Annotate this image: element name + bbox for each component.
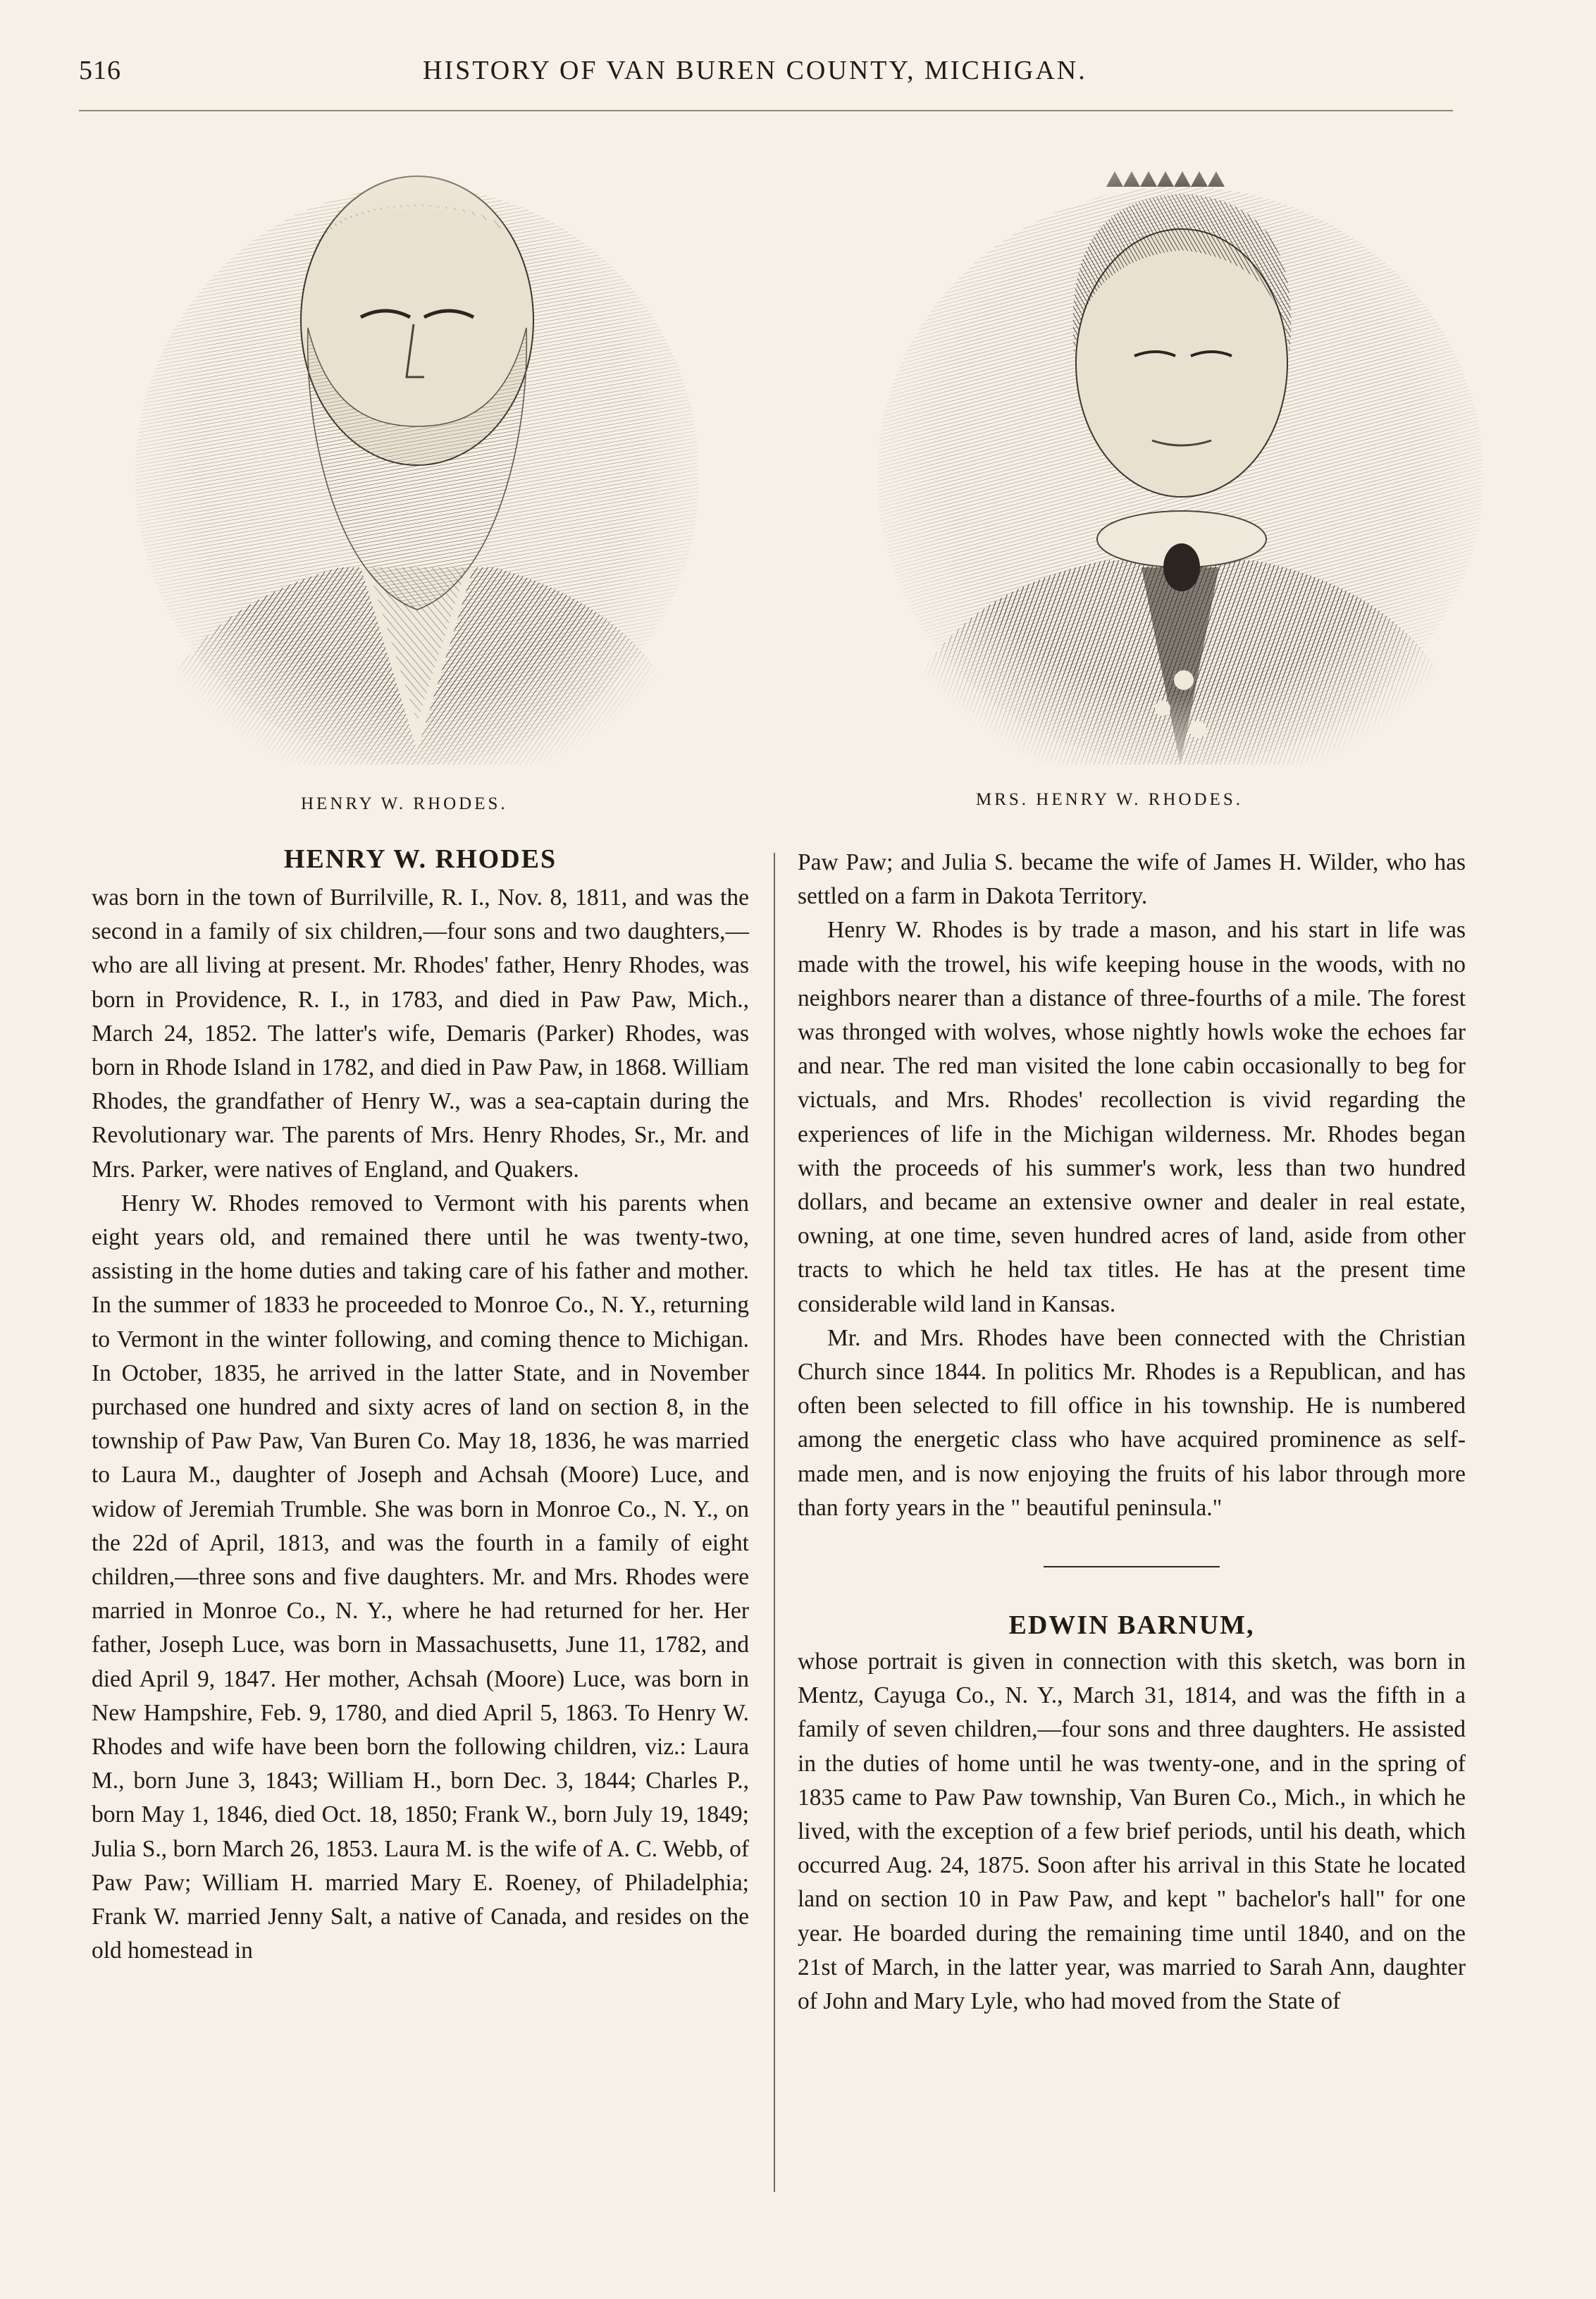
header-rule (79, 110, 1453, 111)
paragraph: Henry W. Rhodes removed to Vermont with his parents when eight years old, and remained there until he was twenty-two, assisting in the home duties and taking care of his father and mother. In the summer of 1833 he proceeded to Monroe Co., N. Y., returning to Vermont in the winter following, and coming thence to Michigan. In October, 1835, he arrived in the latter State, and in November purchased one hundred and sixty acres of land on section 8, in the township of Paw Paw, Van Buren Co. May 18, 1836, he was married to Laura M., daughter of Joseph and Achsah (Moore) Luce, and widow of Jeremiah Trumble. She was born in Monroe Co., N. Y., on the 22d of April, 1813, and was the fourth in a family of eight children,—three sons and five daughters. Mr. and Mrs. Rhodes were married in Monroe Co., N. Y., where he had returned for her. Her father, Joseph Luce, was born in Massachusetts, June 11, 1782, and died April 9, 1847. Her mother, Achsah (Moore) Luce, was born in New Hampshire, Feb. 9, 1780, and died April 5, 1863. To Henry W. Rhodes and wife have been born the following children, viz.: Laura M., born June 3, 1843; William H., born Dec. 3, 1844; Charles P., born May 1, 1846, died Oct. 18, 1850; Frank W., born July 19, 1849; Julia S., born March 26, 1853. Laura M. is the wife of A. C. Webb, of Paw Paw; William H. married Mary E. Roeney, of Philadelphia; Frank W. married Jenny Salt, a native of Canada, and resides on the old homestead in (92, 1190, 749, 1964)
caption-mrs-henry-rhodes: MRS. HENRY W. RHODES. (976, 790, 1243, 809)
paragraph: Henry W. Rhodes is by trade a mason, and his start in life was made with the trowel, his wife keeping house in the woods, with no neighbors nearer than a distance of three-fourths of a mile. The forest was thronged with wolves, whose nightly howls woke the echoes far and near. The red man visited the lone cabin occasionally to beg for victuals, and Mrs. Rhodes' recollection is vivid regarding the experiences of life in the Michigan wilderness. Mr. Rhodes began with the proceeds of his summer's work, less than two hundred dollars, and became an extensive owner and dealer in real estate, owning, at one time, seven hundred acres of land, aside from other tracts to which he held tax titles. He has at the present time considerable wild land in Kansas. (798, 917, 1466, 1317)
section-divider (1044, 1566, 1220, 1567)
paragraph: whose portrait is given in connection with this sketch, was born in Mentz, Cayuga Co., N. Y., March 31, 1814, and was the fifth in a family of seven children,—four sons and three daughters. He assisted in the duties of home until he was twenty-one, and in the spring of 1835 came to Paw Paw township, Van Buren Co., Mich., in which he lived, with the exception of a few brief periods, until his death, which occurred Aug. 24, 1875. Soon after his arrival in this State he located land on section 10 in Paw Paw, and kept " bachelor's hall" for one year. He boarded during the remaining time until 1840, and on the 21st of March, in the latter year, was married to Sarah Ann, daughter of John and Mary Lyle, who had moved from the State of (798, 1648, 1466, 2015)
heading-henry-rhodes: HENRY W. RHODES (283, 844, 557, 874)
caption-henry-rhodes: HENRY W. RHODES. (301, 794, 508, 813)
heading-edwin-barnum: EDWIN BARNUM, (1008, 1610, 1255, 1641)
page-number: 516 (79, 56, 121, 85)
portrait-henry-rhodes (128, 144, 706, 765)
paragraph: Mr. and Mrs. Rhodes have been connected with the Christian Church since 1844. In politics Mr. Rhodes is a Republican, and has often been selected to fill office in his township. He is numbered among the energetic class who have acquired prominence as self-made men, and is now enjoying the fruits of his labor through more than forty years in the " beautiful peninsula." (798, 1324, 1466, 1521)
column-divider (774, 853, 775, 2192)
page-header (79, 55, 1453, 97)
portrait-mrs-henry-rhodes (874, 144, 1487, 765)
right-column (798, 846, 1466, 2018)
paragraph: Paw Paw; and Julia S. became the wife of James H. Wilder, who has settled on a farm in Dakota Territory. (798, 849, 1466, 910)
paragraph: was born in the town of Burrilville, R. I., Nov. 8, 1811, and was the second in a family of six children,—four sons and two daughters,—who are all living at present. Mr. Rhodes' father, Henry Rhodes, was born in Providence, R. I., in 1783, and died in Paw Paw, Mich., March 24, 1852. The latter's wife, Demaris (Parker) Rhodes, was born in Rhode Island in 1782, and died in Paw Paw, in 1868. William Rhodes, the grandfather of Henry W., was a sea-captain during the Revolutionary war. The parents of Mrs. Henry Rhodes, Sr., Mr. and Mrs. Parker, were natives of England, and Quakers. (92, 885, 749, 1183)
running-title: HISTORY OF VAN BUREN COUNTY, MICHIGAN. (423, 56, 1087, 85)
left-column (92, 844, 749, 1968)
